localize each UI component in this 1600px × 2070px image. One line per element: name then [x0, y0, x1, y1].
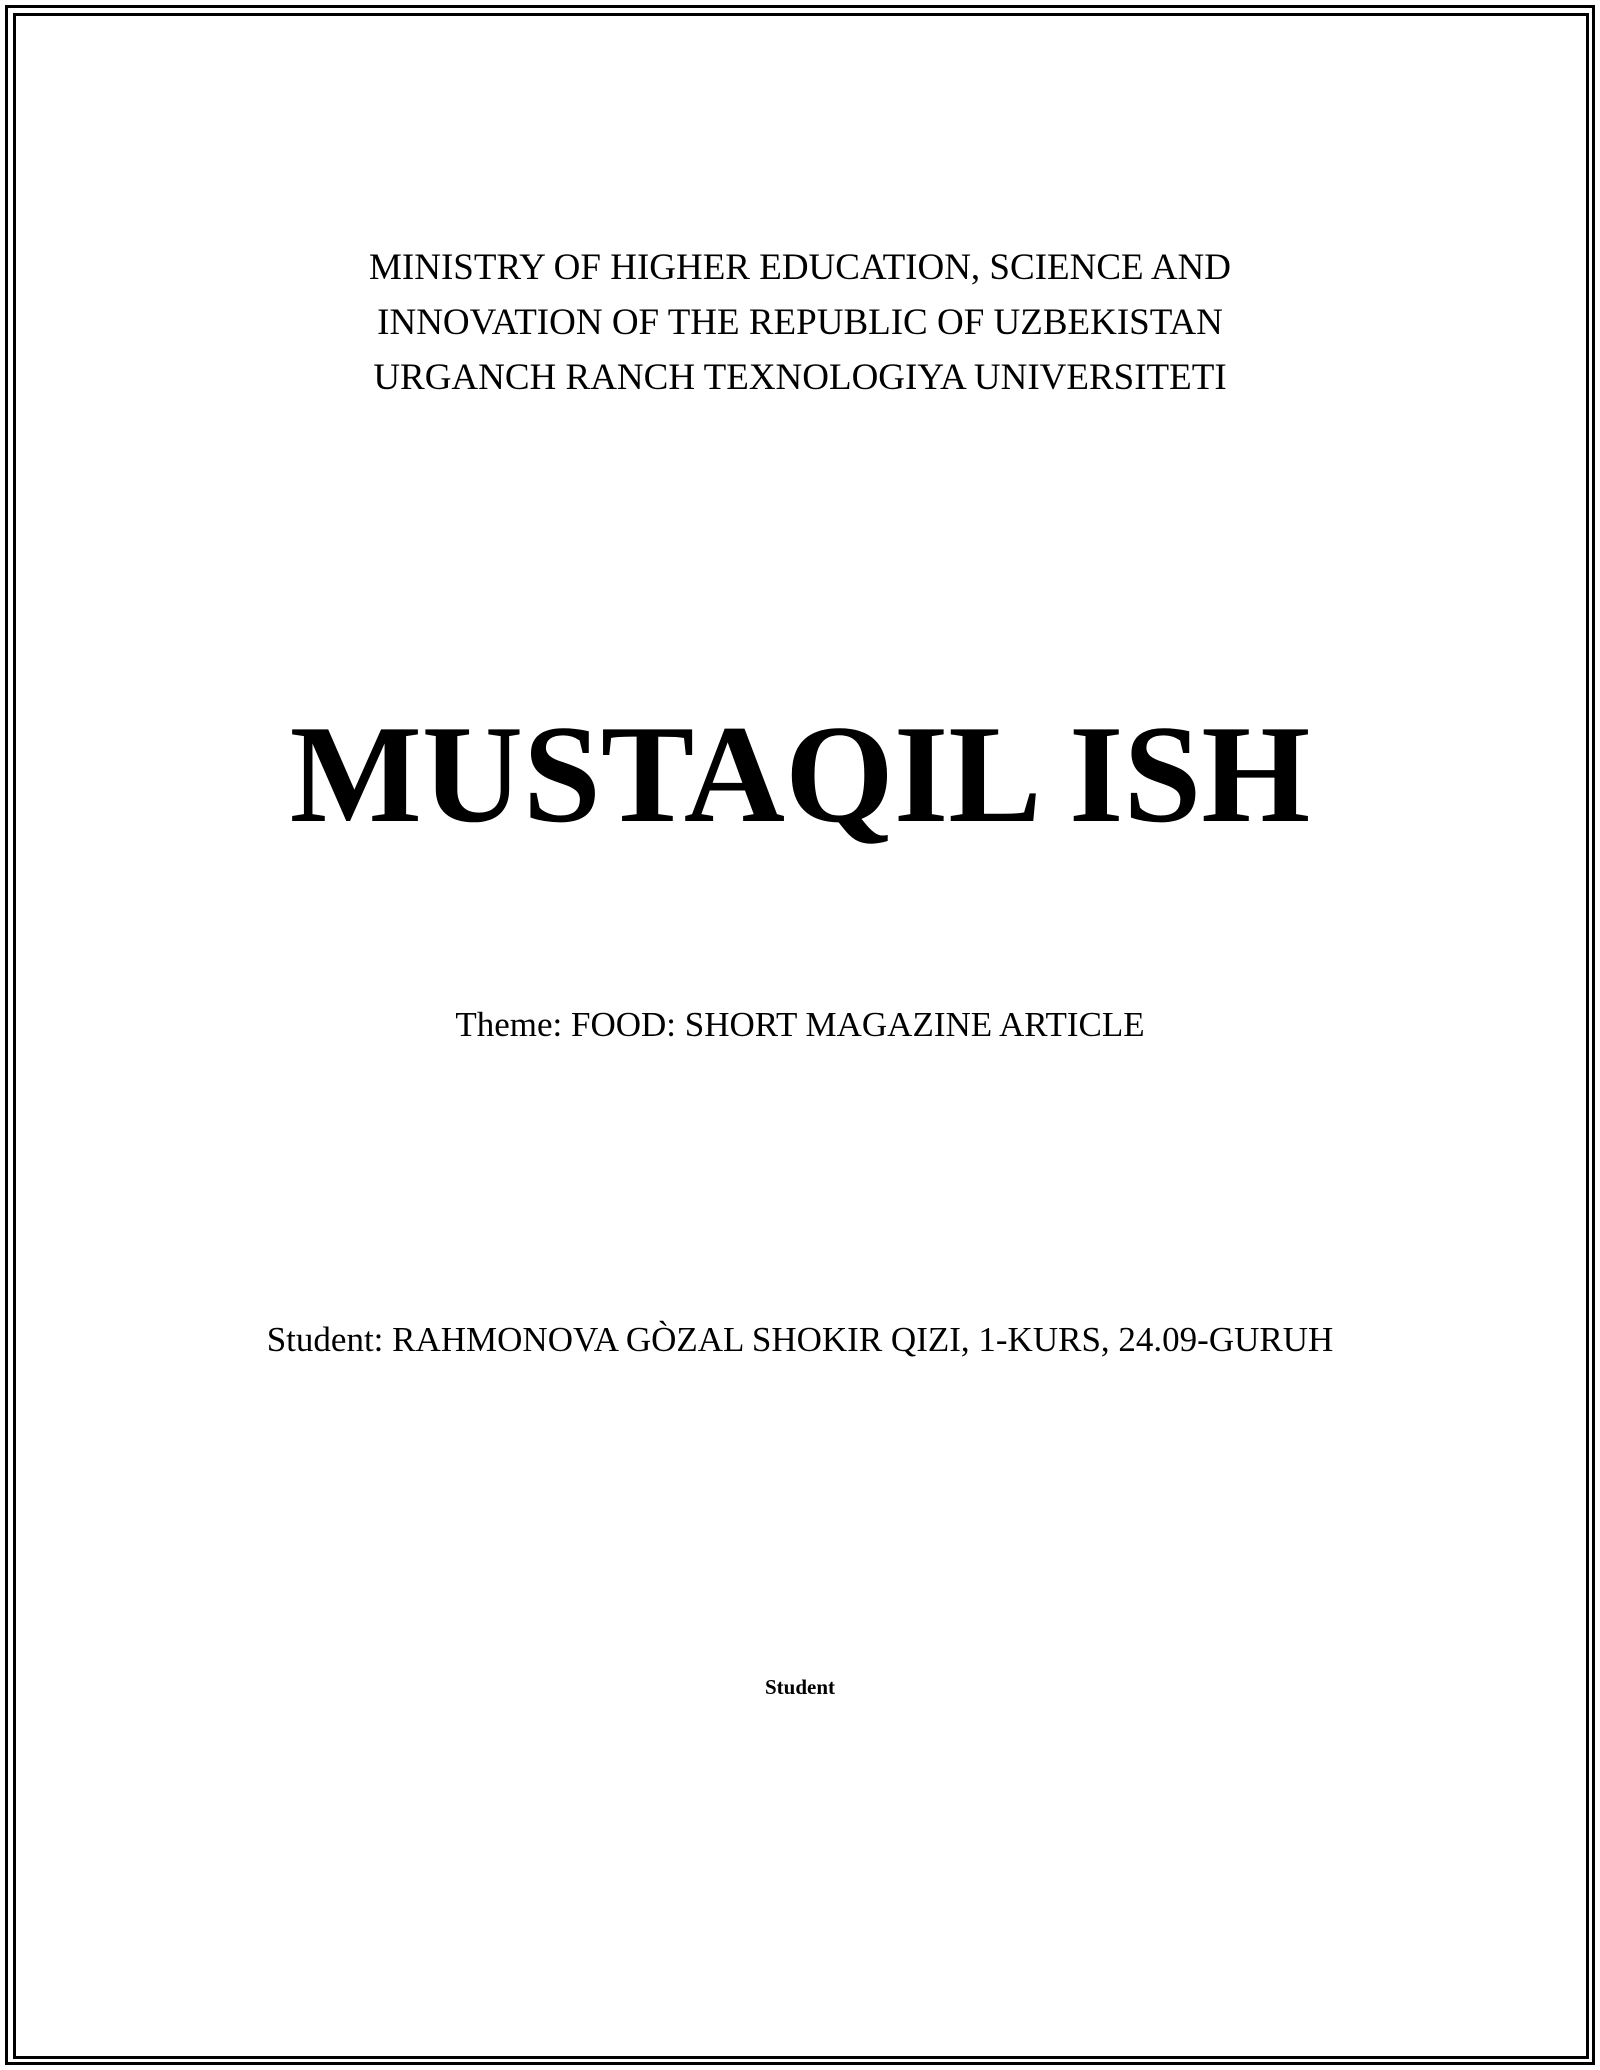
header-line-innovation: INNOVATION OF THE REPUBLIC OF UZBEKISTAN: [377, 302, 1223, 343]
document-title: MUSTAQIL ISH: [289, 697, 1311, 852]
footer-student-label: Student: [764, 1675, 836, 1699]
header-line-university: URGANCH RANCH TEXNOLOGIYA UNIVERSITETI: [373, 357, 1227, 398]
header-line-ministry: MINISTRY OF HIGHER EDUCATION, SCIENCE AND: [369, 247, 1231, 288]
theme-line: Theme: FOOD: SHORT MAGAZINE ARTICLE: [455, 1005, 1145, 1044]
student-info: Student: RAHMONOVA GÒZAL SHOKIR QIZI, 1-KURS, 24.09-GURUH: [266, 1320, 1334, 1359]
ministry-header: [0, 240, 1600, 405]
